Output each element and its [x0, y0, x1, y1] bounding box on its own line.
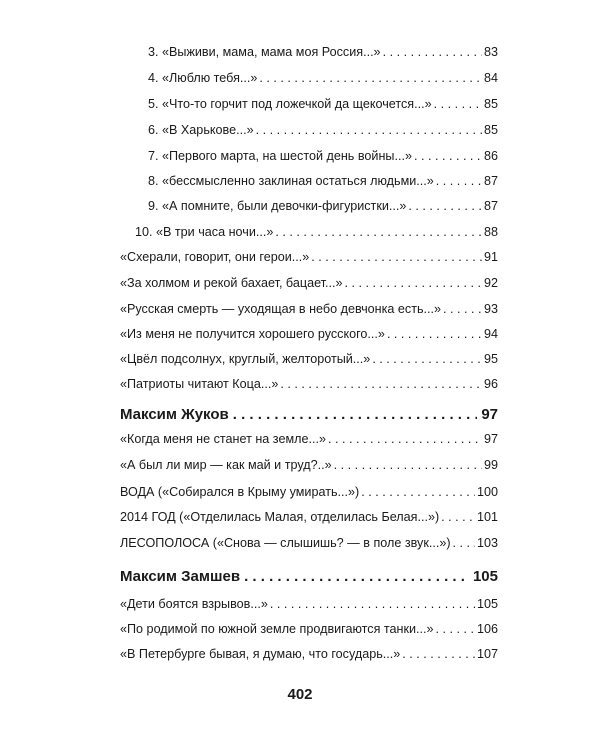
toc-entry — [120, 535, 498, 551]
toc-entry-title: 9. «А помните, были девочки-фигуристки...» — [148, 199, 407, 213]
toc-entry-page: 97 — [483, 432, 498, 446]
dot-leader — [280, 376, 482, 392]
toc-entry-page: 87 — [483, 174, 498, 188]
toc-entry-title: 5. «Что-то горчит под ложечкой да щекочется...» — [148, 97, 432, 111]
toc-entry-page: 106 — [476, 622, 498, 636]
dot-leader — [436, 621, 475, 637]
dot-leader — [402, 646, 475, 662]
toc-entry — [120, 596, 498, 612]
dot-leader — [334, 457, 482, 473]
toc-entry — [148, 44, 498, 60]
toc-entry-title: «Схерали, говорит, они герои...» — [120, 250, 310, 264]
toc-entry-page: 105 — [476, 597, 498, 611]
toc-entry — [120, 457, 498, 473]
toc-entry — [120, 301, 498, 317]
dot-leader — [275, 224, 482, 240]
toc-entry-page: 101 — [476, 510, 498, 524]
dot-leader — [270, 596, 475, 612]
toc-entry-title: 10. «В три часа ночи...» — [135, 225, 274, 239]
toc-entry-title: ВОДА («Собирался в Крыму умирать...») — [120, 485, 360, 499]
toc-entry-title: «Дети боятся взрывов...» — [120, 597, 268, 611]
dot-leader — [244, 568, 469, 586]
dot-leader — [453, 535, 475, 551]
dot-leader — [361, 484, 475, 500]
toc-entry — [135, 224, 498, 240]
toc-entry-page: 87 — [483, 199, 498, 213]
toc-entry-page: 88 — [483, 225, 498, 239]
dot-leader — [387, 326, 482, 342]
section-heading-zamshev — [120, 568, 498, 586]
toc-entry — [148, 96, 498, 112]
toc-entry — [120, 509, 498, 525]
toc-entry-page: 91 — [483, 250, 498, 264]
toc-entry-page: 94 — [483, 327, 498, 341]
dot-leader — [259, 70, 482, 86]
section-title: Максим Замшев — [120, 568, 241, 585]
toc-entry — [148, 148, 498, 164]
toc-entry — [120, 484, 498, 500]
toc-entry-title: 7. «Первого марта, на шестой день войны...» — [148, 149, 412, 163]
dot-leader — [414, 148, 482, 164]
toc-entry — [120, 621, 498, 637]
toc-entry — [120, 431, 498, 447]
dot-leader — [256, 122, 482, 138]
dot-leader — [383, 44, 482, 60]
toc-entry-page: 83 — [483, 45, 498, 59]
toc-entry-page: 85 — [483, 123, 498, 137]
toc-entry-title: «А был ли мир — как май и труд?..» — [120, 458, 332, 472]
toc-entry-title: «В Петербурге бывая, я думаю, что государь...» — [120, 647, 401, 661]
toc-entry — [120, 376, 498, 392]
toc-entry-page: 107 — [476, 647, 498, 661]
toc-entry — [120, 275, 498, 291]
section-title: Максим Жуков — [120, 406, 229, 423]
dot-leader — [441, 509, 475, 525]
toc-entry-title: «За холмом и рекой бахает, бацает...» — [120, 276, 343, 290]
toc-entry — [148, 198, 498, 214]
dot-leader — [328, 431, 482, 447]
toc-entry — [148, 122, 498, 138]
toc-entry — [120, 351, 498, 367]
toc-entry-page: 84 — [483, 71, 498, 85]
section-page: 97 — [481, 406, 498, 423]
dot-leader — [436, 173, 482, 189]
toc-entry-title: 6. «В Харькове...» — [148, 123, 254, 137]
toc-entry-page: 99 — [483, 458, 498, 472]
toc-entry-page: 85 — [483, 97, 498, 111]
toc-entry — [148, 70, 498, 86]
toc-entry-title: «Патриоты читают Коца...» — [120, 377, 279, 391]
toc-entry-title: «Когда меня не станет на земле...» — [120, 432, 326, 446]
toc-entry — [120, 326, 498, 342]
section-heading-zhukov — [120, 406, 498, 424]
toc-entry-page: 86 — [483, 149, 498, 163]
toc-entry-title: «Русская смерть — уходящая в небо девчонка есть...» — [120, 302, 442, 316]
dot-leader — [443, 301, 482, 317]
toc-entry-page: 96 — [483, 377, 498, 391]
section-page: 105 — [472, 568, 498, 585]
toc-entry-page: 93 — [483, 302, 498, 316]
toc-entry-title: 4. «Люблю тебя...» — [148, 71, 258, 85]
toc-entry-title: «По родимой по южной земле продвигаются танки...» — [120, 622, 434, 636]
dot-leader — [372, 351, 482, 367]
toc-entry — [120, 249, 498, 265]
toc-entry — [148, 173, 498, 189]
page-number: 402 — [287, 686, 313, 703]
toc-entry-title: «Из меня не получится хорошего русского...» — [120, 327, 385, 341]
toc-entry-title: ЛЕСОПОЛОСА («Снова — слышишь? — в поле звук...») — [120, 536, 451, 550]
toc-entry-page: 103 — [476, 536, 498, 550]
toc-entry-title: 3. «Выживи, мама, мама моя Россия...» — [148, 45, 381, 59]
toc-entry-page: 92 — [483, 276, 498, 290]
dot-leader — [233, 406, 478, 424]
toc-entry-page: 100 — [476, 485, 498, 499]
dot-leader — [434, 96, 482, 112]
dot-leader — [311, 249, 482, 265]
toc-entry — [120, 646, 498, 662]
dot-leader — [345, 275, 482, 291]
toc-entry-title: 8. «бессмысленно заклиная остаться людьми...» — [148, 174, 434, 188]
toc-entry-title: 2014 ГОД («Отделилась Малая, отделилась Белая...») — [120, 510, 440, 524]
toc-entry-title: «Цвёл подсолнух, круглый, желторотый...» — [120, 352, 371, 366]
dot-leader — [408, 198, 482, 214]
toc-entry-page: 95 — [483, 352, 498, 366]
